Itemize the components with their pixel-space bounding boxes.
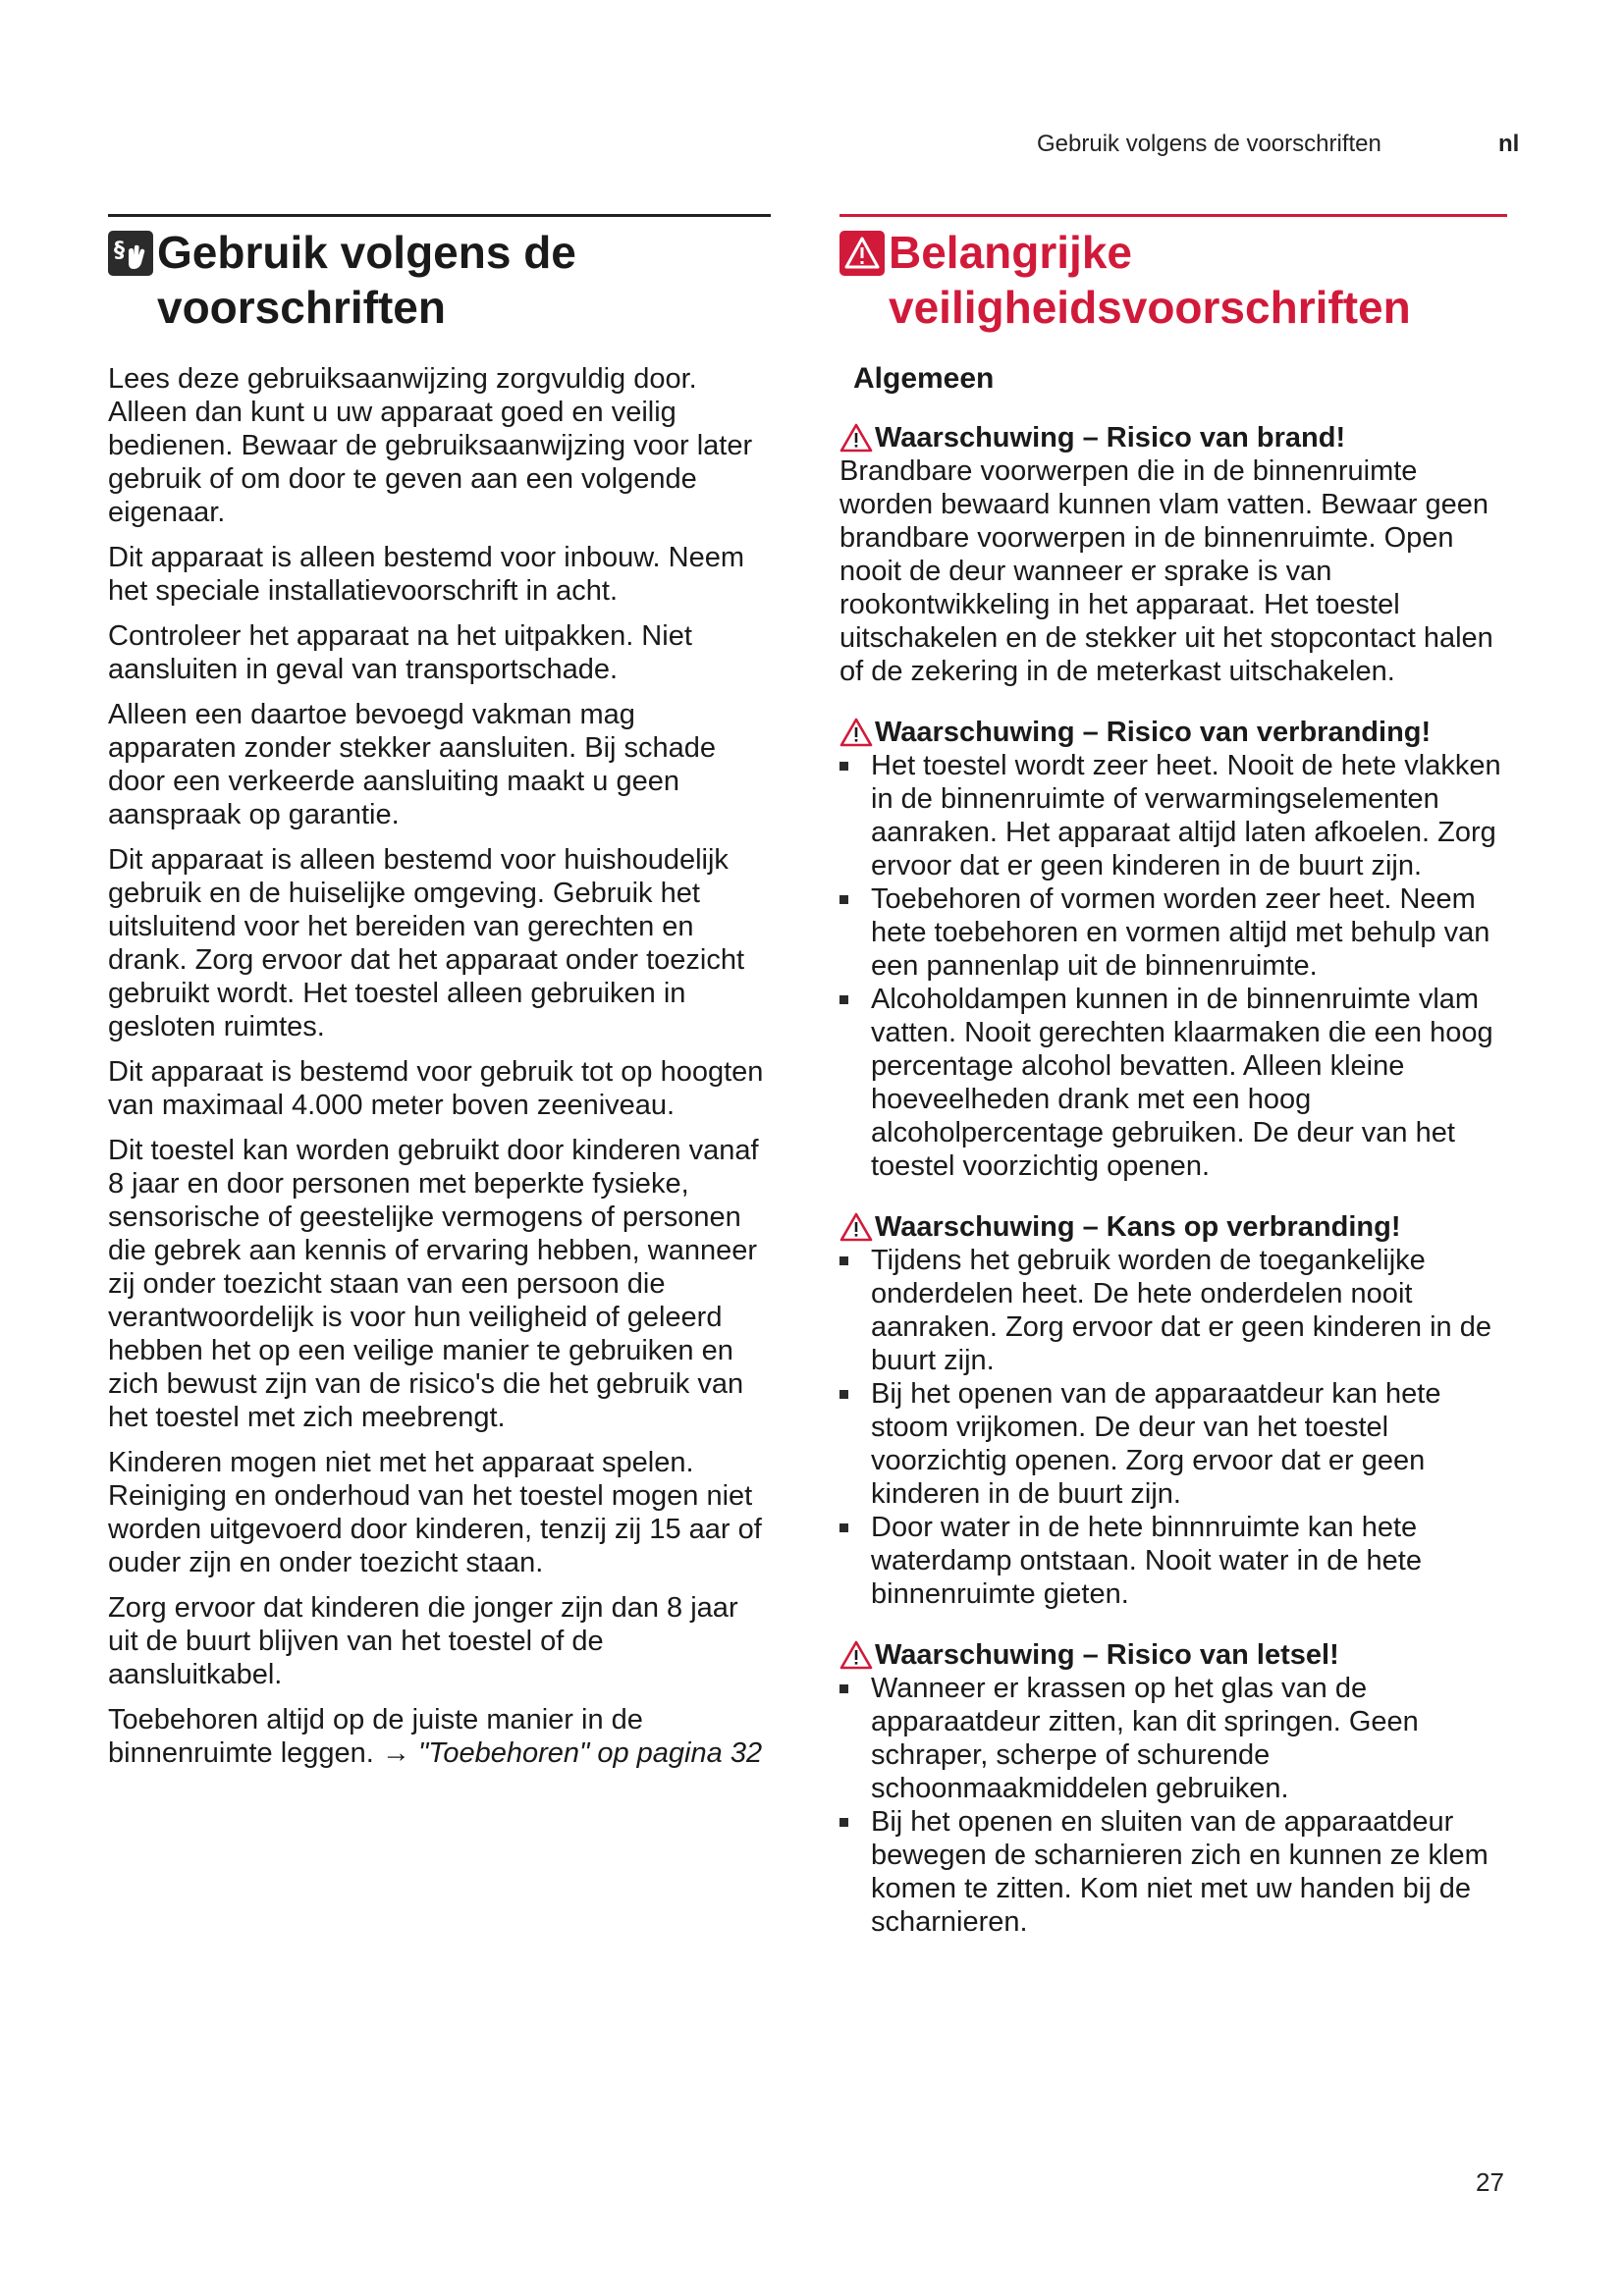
section-rule — [839, 214, 1507, 217]
list-item-text: Alcoholdampen kunnen in de binnenruimte vlam vatten. Nooit gerechten klaarmaken die een hoog percentage alcohol bevatten. Alleen kleine hoeveelheden drank met een hoog alcoholpercentage gebruiken. De deur van het toestel voorzichtig openen. — [871, 984, 1493, 1182]
warning-triangle-icon — [839, 423, 873, 453]
warning-title — [839, 716, 1507, 749]
body-paragraph-with-reference — [108, 1703, 771, 1770]
body-paragraph: Controleer het apparaat na het uitpakken. Niet aansluiten in geval van transportschade. — [108, 620, 692, 685]
warning-title — [839, 1210, 1507, 1244]
list-item — [839, 749, 1507, 882]
right-column — [839, 214, 1507, 1966]
warning-title-text: Waarschuwing – Kans op verbranding! — [875, 1211, 1401, 1243]
warning-title-text: Waarschuwing – Risico van verbranding! — [875, 717, 1432, 748]
list-item — [839, 1672, 1507, 1805]
body-paragraph: Dit apparaat is bestemd voor gebruik tot op hoogten van maximaal 4.000 meter boven zeeniveau. — [108, 1056, 764, 1121]
bullet-icon — [839, 1523, 848, 1532]
paragraph-hand-icon — [108, 231, 153, 276]
warning-list — [839, 1244, 1507, 1611]
warning-block — [839, 1210, 1507, 1611]
warning-triangle-icon — [839, 718, 873, 747]
page-number: 27 — [1476, 2167, 1504, 2197]
body-paragraph: Kinderen mogen niet met het apparaat spelen. Reiniging en onderhoud van het toestel mogen niet worden uitgevoerd door kinderen, tenzij zij 15 aar of ouder zijn en onder toezicht staan. — [108, 1447, 762, 1578]
list-item-text: Toebehoren of vormen worden zeer heet. Neem hete toebehoren en vormen altijd met behulp van een pannenlap uit de binnenruimte. — [871, 883, 1490, 982]
warning-block — [839, 421, 1507, 688]
bullet-icon — [839, 762, 848, 771]
list-item — [839, 1511, 1507, 1611]
warning-title — [839, 421, 1507, 454]
warning-block — [839, 716, 1507, 1183]
subheading: Algemeen — [853, 362, 995, 395]
reference-arrow: → — [381, 1737, 410, 1769]
list-item — [839, 983, 1507, 1183]
warning-title-text: Waarschuwing – Risico van letsel! — [875, 1639, 1339, 1671]
bullet-icon — [839, 1256, 848, 1265]
section-title-line: veiligheidsvoorschriften — [889, 282, 1411, 333]
section-title-line: Gebruik volgens de — [157, 227, 576, 278]
list-item-text: Wanneer er krassen op het glas van de apparaatdeur zitten, kan dit springen. Geen schraper, scherpe of schurende schoonmaakmiddelen gebruiken. — [871, 1673, 1419, 1804]
body-paragraph: Zorg ervoor dat kinderen die jonger zijn dan 8 jaar uit de buurt blijven van het toestel of de aansluitkabel. — [108, 1592, 738, 1690]
warning-list — [839, 749, 1507, 1183]
bullet-icon — [839, 995, 848, 1004]
body-paragraph: Alleen een daartoe bevoegd vakman mag apparaten zonder stekker aansluiten. Bij schade door een verkeerde aansluiting maakt u geen aanspraak op garantie. — [108, 699, 717, 830]
bullet-icon — [839, 1818, 848, 1827]
warning-text: Brandbare voorwerpen die in de binnenruimte worden bewaard kunnen vlam vatten. Bewaar geen brandbare voorwerpen in de binnenruimte. Open nooit de deur wanneer er sprake is van rookontwikkeling in het apparaat. Het toestel uitschakelen en de stekker uit het stopcontact halen of de zekering in de meterkast uitschakelen. — [839, 455, 1493, 687]
bullet-icon — [839, 1684, 848, 1693]
running-header-language: nl — [1498, 131, 1520, 157]
body-paragraph: Dit apparaat is alleen bestemd voor inbouw. Neem het speciale installatievoorschrift in acht. — [108, 542, 745, 607]
list-item — [839, 1805, 1507, 1939]
warning-triangle-icon — [839, 1212, 873, 1242]
body-paragraph: Lees deze gebruiksaanwijzing zorgvuldig door. Alleen dan kunt u uw apparaat goed en veilig bedienen. Bewaar de gebruiksaanwijzing voor later gebruik of om door te geven aan een volgende eigenaar. — [108, 363, 753, 528]
list-item-text: Het toestel wordt zeer heet. Nooit de hete vlakken in de binnenruimte of verwarmingselementen aanraken. Het apparaat altijd laten afkoelen. Zorg ervoor dat er geen kinderen in de buurt zijn. — [871, 750, 1501, 881]
svg-text:§: § — [114, 239, 125, 263]
bullet-icon — [839, 1390, 848, 1399]
warning-triangle-icon — [839, 1640, 873, 1670]
section-title-line: Belangrijke — [889, 227, 1132, 278]
cross-reference-link[interactable]: "Toebehoren" op pagina 32 — [409, 1737, 763, 1769]
warning-title — [839, 1638, 1507, 1672]
section-title-safety — [839, 225, 1507, 335]
section-title-usage — [108, 225, 771, 335]
list-item-text: Bij het openen van de apparaatdeur kan hete stoom vrijkomen. De deur van het toestel voorzichtig openen. Zorg ervoor dat er geen kinderen in de buurt zijn. — [871, 1378, 1441, 1510]
warning-title-text: Waarschuwing – Risico van brand! — [875, 422, 1346, 454]
warning-triangle-icon — [839, 231, 885, 276]
left-column — [108, 214, 771, 1782]
list-item-text: Door water in de hete binnnruimte kan hete waterdamp ontstaan. Nooit water in de hete binnenruimte gieten. — [871, 1512, 1422, 1610]
running-header-title: Gebruik volgens de voorschriften — [1037, 131, 1381, 157]
list-item-text: Bij het openen en sluiten van de apparaatdeur bewegen de scharnieren zich en kunnen ze klem komen te zitten. Kom niet met uw handen bij de scharnieren. — [871, 1806, 1489, 1938]
list-item — [839, 882, 1507, 983]
body-text: Toebehoren altijd op de juiste manier in de binnenruimte leggen. — [108, 1704, 643, 1769]
list-item-text: Tijdens het gebruik worden de toegankelijke onderdelen heet. De hete onderdelen nooit aanraken. Zorg ervoor dat er geen kinderen in de buurt zijn. — [871, 1245, 1491, 1376]
body-paragraph: Dit apparaat is alleen bestemd voor huishoudelijk gebruik en de huiselijke omgeving. Gebruik het uitsluitend voor het bereiden van gerechten en drank. Zorg ervoor dat het apparaat onder toezicht gebruikt wordt. Het toestel alleen gebruiken in gesloten ruimtes. — [108, 844, 745, 1042]
section-rule — [108, 214, 771, 217]
warning-block — [839, 1638, 1507, 1939]
warning-list — [839, 1672, 1507, 1939]
list-item — [839, 1377, 1507, 1511]
list-item — [839, 1244, 1507, 1377]
bullet-icon — [839, 895, 848, 904]
body-paragraph: Dit toestel kan worden gebruikt door kinderen vanaf 8 jaar en door personen met beperkte fysieke, sensorische of geestelijke vermogens of personen die gebrek aan kennis of ervaring hebben, wanneer zij onder toezicht staan van een persoon die verantwoordelijk is voor hun veiligheid of geleerd hebben het op een veilige manier te gebruiken en zich bewust zijn van de risico's die het gebruik van het toestel met zich meebrengt. — [108, 1135, 759, 1433]
section-title-line: voorschriften — [157, 282, 446, 333]
